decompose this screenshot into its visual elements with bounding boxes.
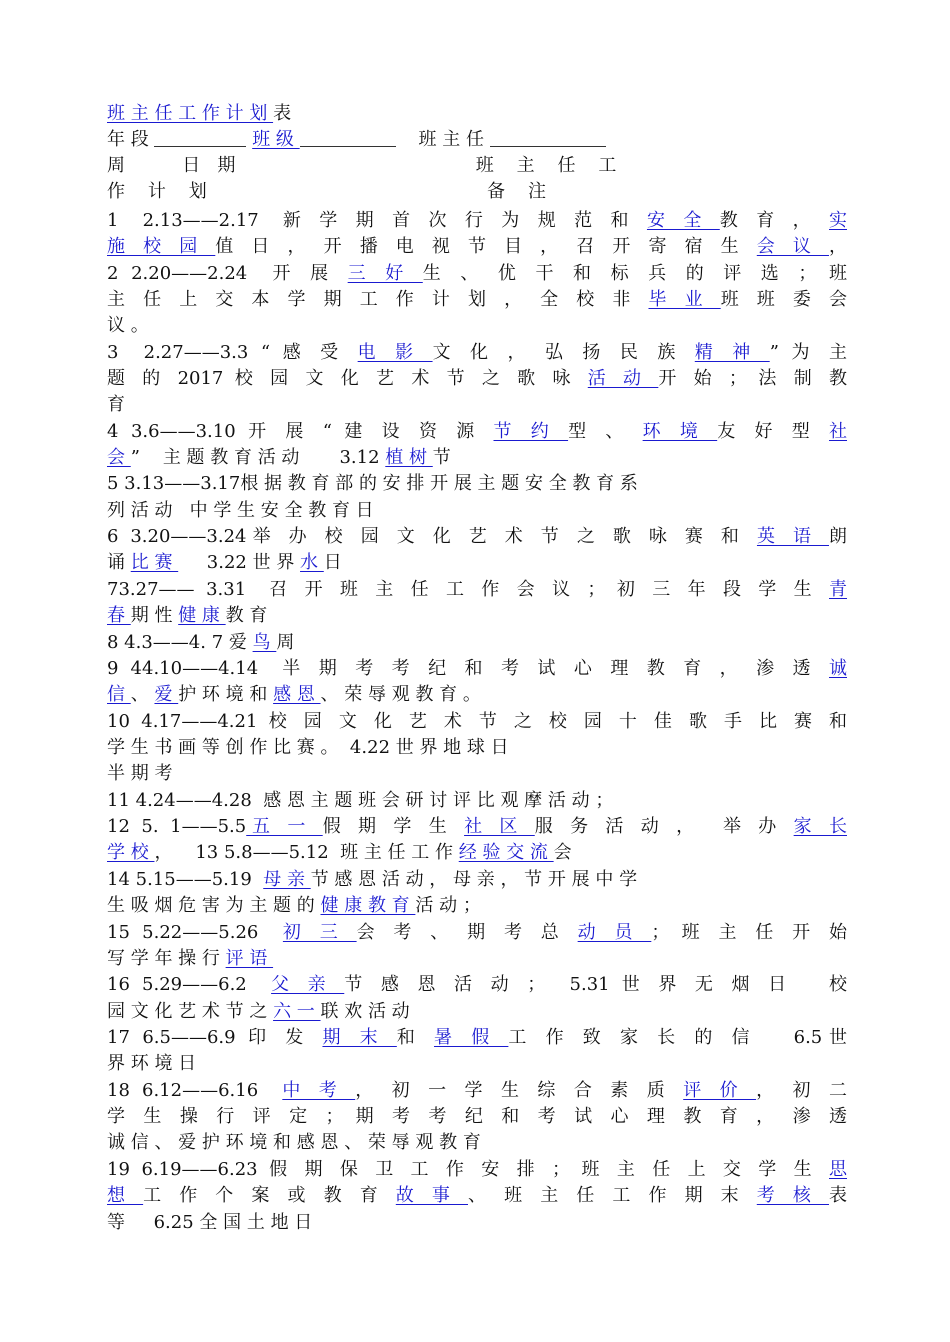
text-segment: 、 [130, 684, 155, 705]
text-segment: 文 化 ， 弘 扬 民 族 [432, 342, 695, 363]
text-line [107, 577, 847, 603]
text-segment: 6 3.20——3.24举 办 校 园 文 化 艺 术 节 之 歌 咏 赛 和 [107, 526, 757, 547]
hyperlink[interactable]: 诚 [829, 658, 847, 679]
hyperlink[interactable]: 毕 业 [648, 289, 721, 310]
text-segment: 节 [432, 447, 451, 468]
hyperlink[interactable]: 班 主 任 工 作 计 划 [107, 103, 274, 124]
text-segment: 1 2.13——2.17 新 学 期 首 次 行 为 规 范 和 [107, 210, 647, 231]
hyperlink[interactable]: 节 约 [493, 421, 569, 442]
text-line [107, 179, 546, 205]
text-segment: ， [828, 236, 847, 257]
text-segment: 型 、 [568, 421, 643, 442]
text-segment: ， 初 二 [756, 1080, 847, 1101]
text-segment: 教 育 [225, 605, 268, 626]
text-line [107, 788, 613, 814]
fill-in-blank[interactable] [490, 128, 606, 147]
text-segment: 17 6.5——6.9 印 发 [107, 1027, 323, 1048]
hyperlink[interactable]: 暑 假 [434, 1027, 509, 1048]
text-segment: 3.22 世 界 [178, 552, 301, 573]
text-line [107, 1104, 847, 1130]
text-line [107, 550, 342, 576]
hyperlink[interactable]: 考 核 [756, 1185, 829, 1206]
text-line [107, 867, 637, 893]
text-segment: 10 4.17——4.21 校 园 文 化 艺 术 节 之 校 园 十 佳 歌 手 比 赛 和 [107, 711, 847, 732]
text-segment: 19 6.19——6.23 假 期 保 卫 工 作 安 排 ； 班 主 任 上 交 学 生 [107, 1159, 829, 1180]
text-line [107, 153, 616, 179]
hyperlink[interactable]: 父 亲 [271, 974, 345, 995]
hyperlink[interactable]: 社 区 [464, 816, 535, 837]
hyperlink[interactable]: 感 恩 [273, 684, 321, 705]
text-segment: 15 5.22——5.26 [107, 922, 283, 943]
text-segment: 议 。 [107, 315, 149, 336]
hyperlink[interactable]: 活 动 [587, 368, 659, 389]
text-segment: 园 文 化 艺 术 节 之 [107, 1001, 274, 1022]
text-segment: 工 作 致 家 长 的 信 6.5世 [508, 1027, 847, 1048]
text-segment: 和 [396, 1027, 435, 1048]
text-segment: ” 主 题 教 育 活 动 3.12 [130, 447, 386, 468]
hyperlink[interactable]: 鸟 [252, 632, 277, 653]
hyperlink[interactable]: 会 议 [756, 236, 829, 257]
hyperlink[interactable]: 初 三 [282, 922, 357, 943]
hyperlink[interactable]: 动 员 [577, 922, 652, 943]
text-segment: 护 环 境 和 [178, 684, 274, 705]
text-segment: ， 初 一 学 生 综 合 素 质 [355, 1080, 684, 1101]
hyperlink[interactable]: 精 神 [694, 342, 770, 363]
text-segment: 3 2.27——3.3 “ 感 受 [107, 342, 358, 363]
text-line [107, 1051, 196, 1077]
text-segment: 班 主 任 [395, 129, 490, 150]
text-segment: 联 欢 活 动 [320, 1001, 410, 1022]
hyperlink[interactable]: 环 境 [642, 421, 718, 442]
text-segment: 5 3.13——3.17根 据 教 育 部 的 安 排 开 展 主 题 安 全 教 育 系 [107, 473, 638, 494]
hyperlink[interactable]: 安 全 [646, 210, 720, 231]
text-line [107, 1025, 847, 1051]
text-line [107, 313, 149, 339]
text-line [107, 630, 294, 656]
text-segment: 年 段 [107, 129, 155, 150]
text-segment: 题 的 2017 校 园 文 化 艺 术 节 之 歌 咏 [107, 368, 588, 389]
hyperlink[interactable]: 中 考 [282, 1080, 356, 1101]
text-segment: 、 班 主 任 工 作 期 末 [468, 1185, 757, 1206]
hyperlink[interactable]: 五 一 [246, 816, 323, 837]
text-line [107, 366, 847, 392]
text-line [107, 1183, 847, 1209]
text-segment: 学 生 操 行 评 定 ； 期 考 考 纪 和 考 试 心 理 教 育 ， 渗 透 [107, 1106, 847, 1127]
text-segment: 期 性 [130, 605, 179, 626]
hyperlink[interactable]: 比 赛 [130, 552, 179, 573]
text-line [107, 392, 125, 418]
text-segment: 班 班 委 会 [720, 289, 847, 310]
hyperlink[interactable]: 思 [829, 1159, 847, 1180]
text-segment: 14 5.15——5.19 [107, 869, 264, 890]
hyperlink[interactable]: 家 长 [793, 816, 847, 837]
text-line [107, 656, 847, 682]
text-line [107, 682, 481, 708]
text-line [107, 208, 847, 234]
hyperlink[interactable]: 母 亲 [263, 869, 311, 890]
text-line [107, 471, 638, 497]
text-line [107, 946, 273, 972]
text-segment: 半 期 考 [107, 763, 173, 784]
text-line [107, 761, 172, 787]
hyperlink[interactable]: 英 语 [756, 526, 829, 547]
text-line [107, 287, 847, 313]
text-segment: 生 吸 烟 危 害 为 主 题 的 [107, 895, 321, 916]
text-line [107, 127, 606, 153]
text-line [107, 419, 847, 445]
text-line [107, 261, 847, 287]
hyperlink[interactable]: 青 [829, 579, 847, 600]
fill-in-blank[interactable] [154, 128, 246, 147]
text-line [107, 999, 410, 1025]
hyperlink[interactable]: 电 影 [357, 342, 433, 363]
hyperlink[interactable]: 信 [107, 684, 131, 705]
hyperlink[interactable]: 班 级 [252, 129, 300, 150]
text-segment: 列 活 动 中 学 生 安 全 教 育 日 [107, 500, 374, 521]
text-segment: 表 [273, 103, 292, 124]
hyperlink[interactable]: 施 校 园 [107, 236, 216, 257]
text-segment: ， 13 5.8——5.12 班 主 任 工 作 [154, 842, 459, 863]
text-segment: 周 日 期 班 主 任 工 [107, 155, 617, 176]
text-line [107, 340, 847, 366]
text-segment: 、 荣 辱 观 教 育 。 [320, 684, 481, 705]
text-segment: 73.27—— 3.31 召 开 班 主 任 工 作 会 议 ； 初 三 年 段 学 生 [107, 579, 829, 600]
text-segment: 写 学 年 操 行 [107, 948, 226, 969]
text-line [107, 234, 847, 260]
text-segment: 学 生 书 画 等 创 作 比 赛 。 4.22 世 界 地 球 日 [107, 737, 509, 758]
hyperlink[interactable]: 爱 [154, 684, 179, 705]
hyperlink[interactable]: 想 [107, 1185, 144, 1206]
text-segment: 18 6.12——6.16 [107, 1080, 283, 1101]
text-segment: 生 、 优 干 和 标 兵 的 评 选 ； 班 [422, 263, 848, 284]
text-segment: 假 期 学 生 [322, 816, 465, 837]
hyperlink[interactable]: 春 [107, 605, 131, 626]
text-segment: 16 5.29——6.2 [107, 974, 272, 995]
text-line [107, 101, 291, 127]
text-line [107, 893, 481, 919]
text-segment: 表 [828, 1185, 847, 1206]
hyperlink[interactable]: 水 [300, 552, 324, 573]
text-segment: 11 4.24——4.28 感 恩 主 题 班 会 研 讨 评 比 观 摩 活 动 ； [107, 790, 614, 811]
text-segment: ” 为 主 [769, 342, 847, 363]
text-segment: 节 感 恩 活 动 ； 5.31 世 界 无 烟 日 校 [344, 974, 847, 995]
text-segment: 诚 信 、 爱 护 环 境 和 感 恩 、 荣 辱 观 教 育 [107, 1132, 481, 1153]
hyperlink[interactable]: 六 一 [273, 1001, 321, 1022]
text-segment: 朗 [829, 526, 847, 547]
text-segment: 开 始 ； 法 制 教 [658, 368, 847, 389]
text-line [107, 920, 847, 946]
text-segment: 教 育 ， [719, 210, 830, 231]
text-line [107, 814, 847, 840]
hyperlink[interactable]: 三 好 [347, 263, 423, 284]
hyperlink[interactable]: 社 [829, 421, 848, 442]
text-segment: 12 5. 1——5.5 [107, 816, 247, 837]
hyperlink[interactable]: 故 事 [395, 1185, 468, 1206]
text-line [107, 445, 451, 471]
text-segment: 界 环 境 日 [107, 1053, 197, 1074]
text-line [107, 498, 374, 524]
text-segment: ； 班 主 任 开 始 [651, 922, 847, 943]
text-segment: 节 感 恩 活 动 ， 母 亲 ， 节 开 展 中 学 [310, 869, 638, 890]
text-line [107, 1157, 847, 1183]
fill-in-blank[interactable] [300, 128, 396, 147]
text-segment: 友 好 型 [717, 421, 830, 442]
text-segment: 8 4.3——4. 7 爱 [107, 632, 253, 653]
hyperlink[interactable]: 期 末 [322, 1027, 397, 1048]
text-segment: 值 日 ， 开 播 电 视 节 目 ， 召 开 寄 宿 生 [215, 236, 757, 257]
text-segment: 2 2.20——2.24 开 展 [107, 263, 348, 284]
hyperlink[interactable]: 学 校 [107, 842, 155, 863]
text-line [107, 1210, 312, 1236]
text-segment: 育 [107, 394, 125, 415]
hyperlink[interactable]: 健 康 教 育 [320, 895, 416, 916]
text-line [107, 603, 267, 629]
text-line [107, 709, 847, 735]
text-segment: 等 6.25 全 国 土 地 日 [107, 1212, 313, 1233]
text-segment: 会 考 、 期 考 总 [356, 922, 578, 943]
hyperlink[interactable]: 评 语 [225, 948, 274, 969]
text-segment: 4 3.6——3.10 开 展 “ 建 设 资 源 [107, 421, 494, 442]
text-segment: 日 [323, 552, 342, 573]
hyperlink[interactable]: 健 康 [178, 605, 226, 626]
text-line [107, 840, 572, 866]
hyperlink[interactable]: 实 [829, 210, 848, 231]
text-segment: 9 44.10——4.14 半 期 考 考 纪 和 考 试 心 理 教 育 ， 渗 透 [107, 658, 829, 679]
hyperlink[interactable]: 植 树 [385, 447, 433, 468]
text-segment: 作 计 划 备 注 [107, 181, 547, 202]
text-segment: 诵 [107, 552, 131, 573]
text-segment: 会 [553, 842, 572, 863]
hyperlink[interactable]: 会 [107, 447, 131, 468]
text-segment: 周 [276, 632, 295, 653]
text-line [107, 1130, 481, 1156]
text-line [107, 735, 509, 761]
text-segment: 主 任 上 交 本 学 期 工 作 计 划 ， 全 校 非 [107, 289, 649, 310]
text-segment: 服 务 活 动 ， 举 办 [534, 816, 794, 837]
text-segment: 活 动 ； [415, 895, 481, 916]
hyperlink[interactable]: 经 验 交 流 [458, 842, 554, 863]
hyperlink[interactable]: 评 价 [683, 1080, 757, 1101]
text-line [107, 1078, 847, 1104]
text-line [107, 972, 847, 998]
text-line [107, 524, 847, 550]
text-segment: 工 作 个 案 或 教 育 [143, 1185, 396, 1206]
